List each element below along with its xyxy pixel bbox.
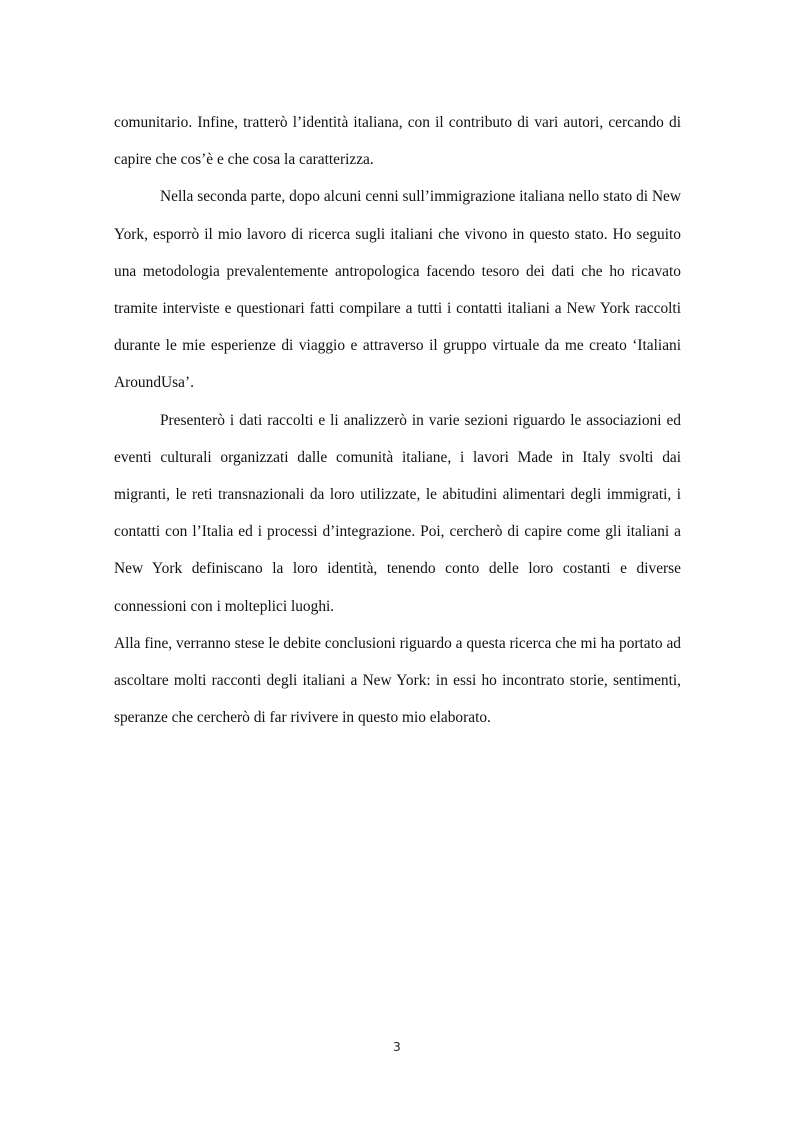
body-text bbox=[114, 104, 681, 736]
paragraph-data-analysis: Presenterò i dati raccolti e li analizzerò in varie sezioni riguardo le associazioni ed eventi culturali organizzati dalle comunità italiane, i lavori Made in Italy svolti dai migranti, le reti transnazionali da loro utilizzate, le abitudini alimentari degli immigrati, i contatti con l’Italia ed i processi d’integrazione. Poi, cercherò di capire come gli italiani a New York definiscano la loro identità, tenendo conto delle loro costanti e diverse connessioni con i molteplici luoghi. bbox=[114, 411, 681, 615]
page-number: 3 bbox=[393, 1040, 401, 1054]
paragraph-conclusion: Alla fine, verranno stese le debite conclusioni riguardo a questa ricerca che mi ha portato ad ascoltare molti racconti degli italiani a New York: in essi ho incontrato storie, sentimenti, speranze che cercherò di far rivivere in questo mio elaborato. bbox=[114, 634, 681, 727]
paragraph-second-part: Nella seconda parte, dopo alcuni cenni sull’immigrazione italiana nello stato di New York, esporrò il mio lavoro di ricerca sugli italiani che vivono in questo stato. Ho seguito una metodologia prevalentemente antropologica facendo tesoro dei dati che ho ricavato tramite interviste e questionari fatti compilare a tutti i contatti italiani a New York raccolti durante le mie esperienze di viaggio e attraverso il gruppo virtuale da me creato ‘Italiani AroundUsa’. bbox=[114, 188, 681, 392]
paragraph-continuation: comunitario. Infine, tratterò l’identità italiana, con il contributo di vari autori, cercando di capire che cos’è e che cosa la caratterizza. bbox=[114, 114, 681, 169]
